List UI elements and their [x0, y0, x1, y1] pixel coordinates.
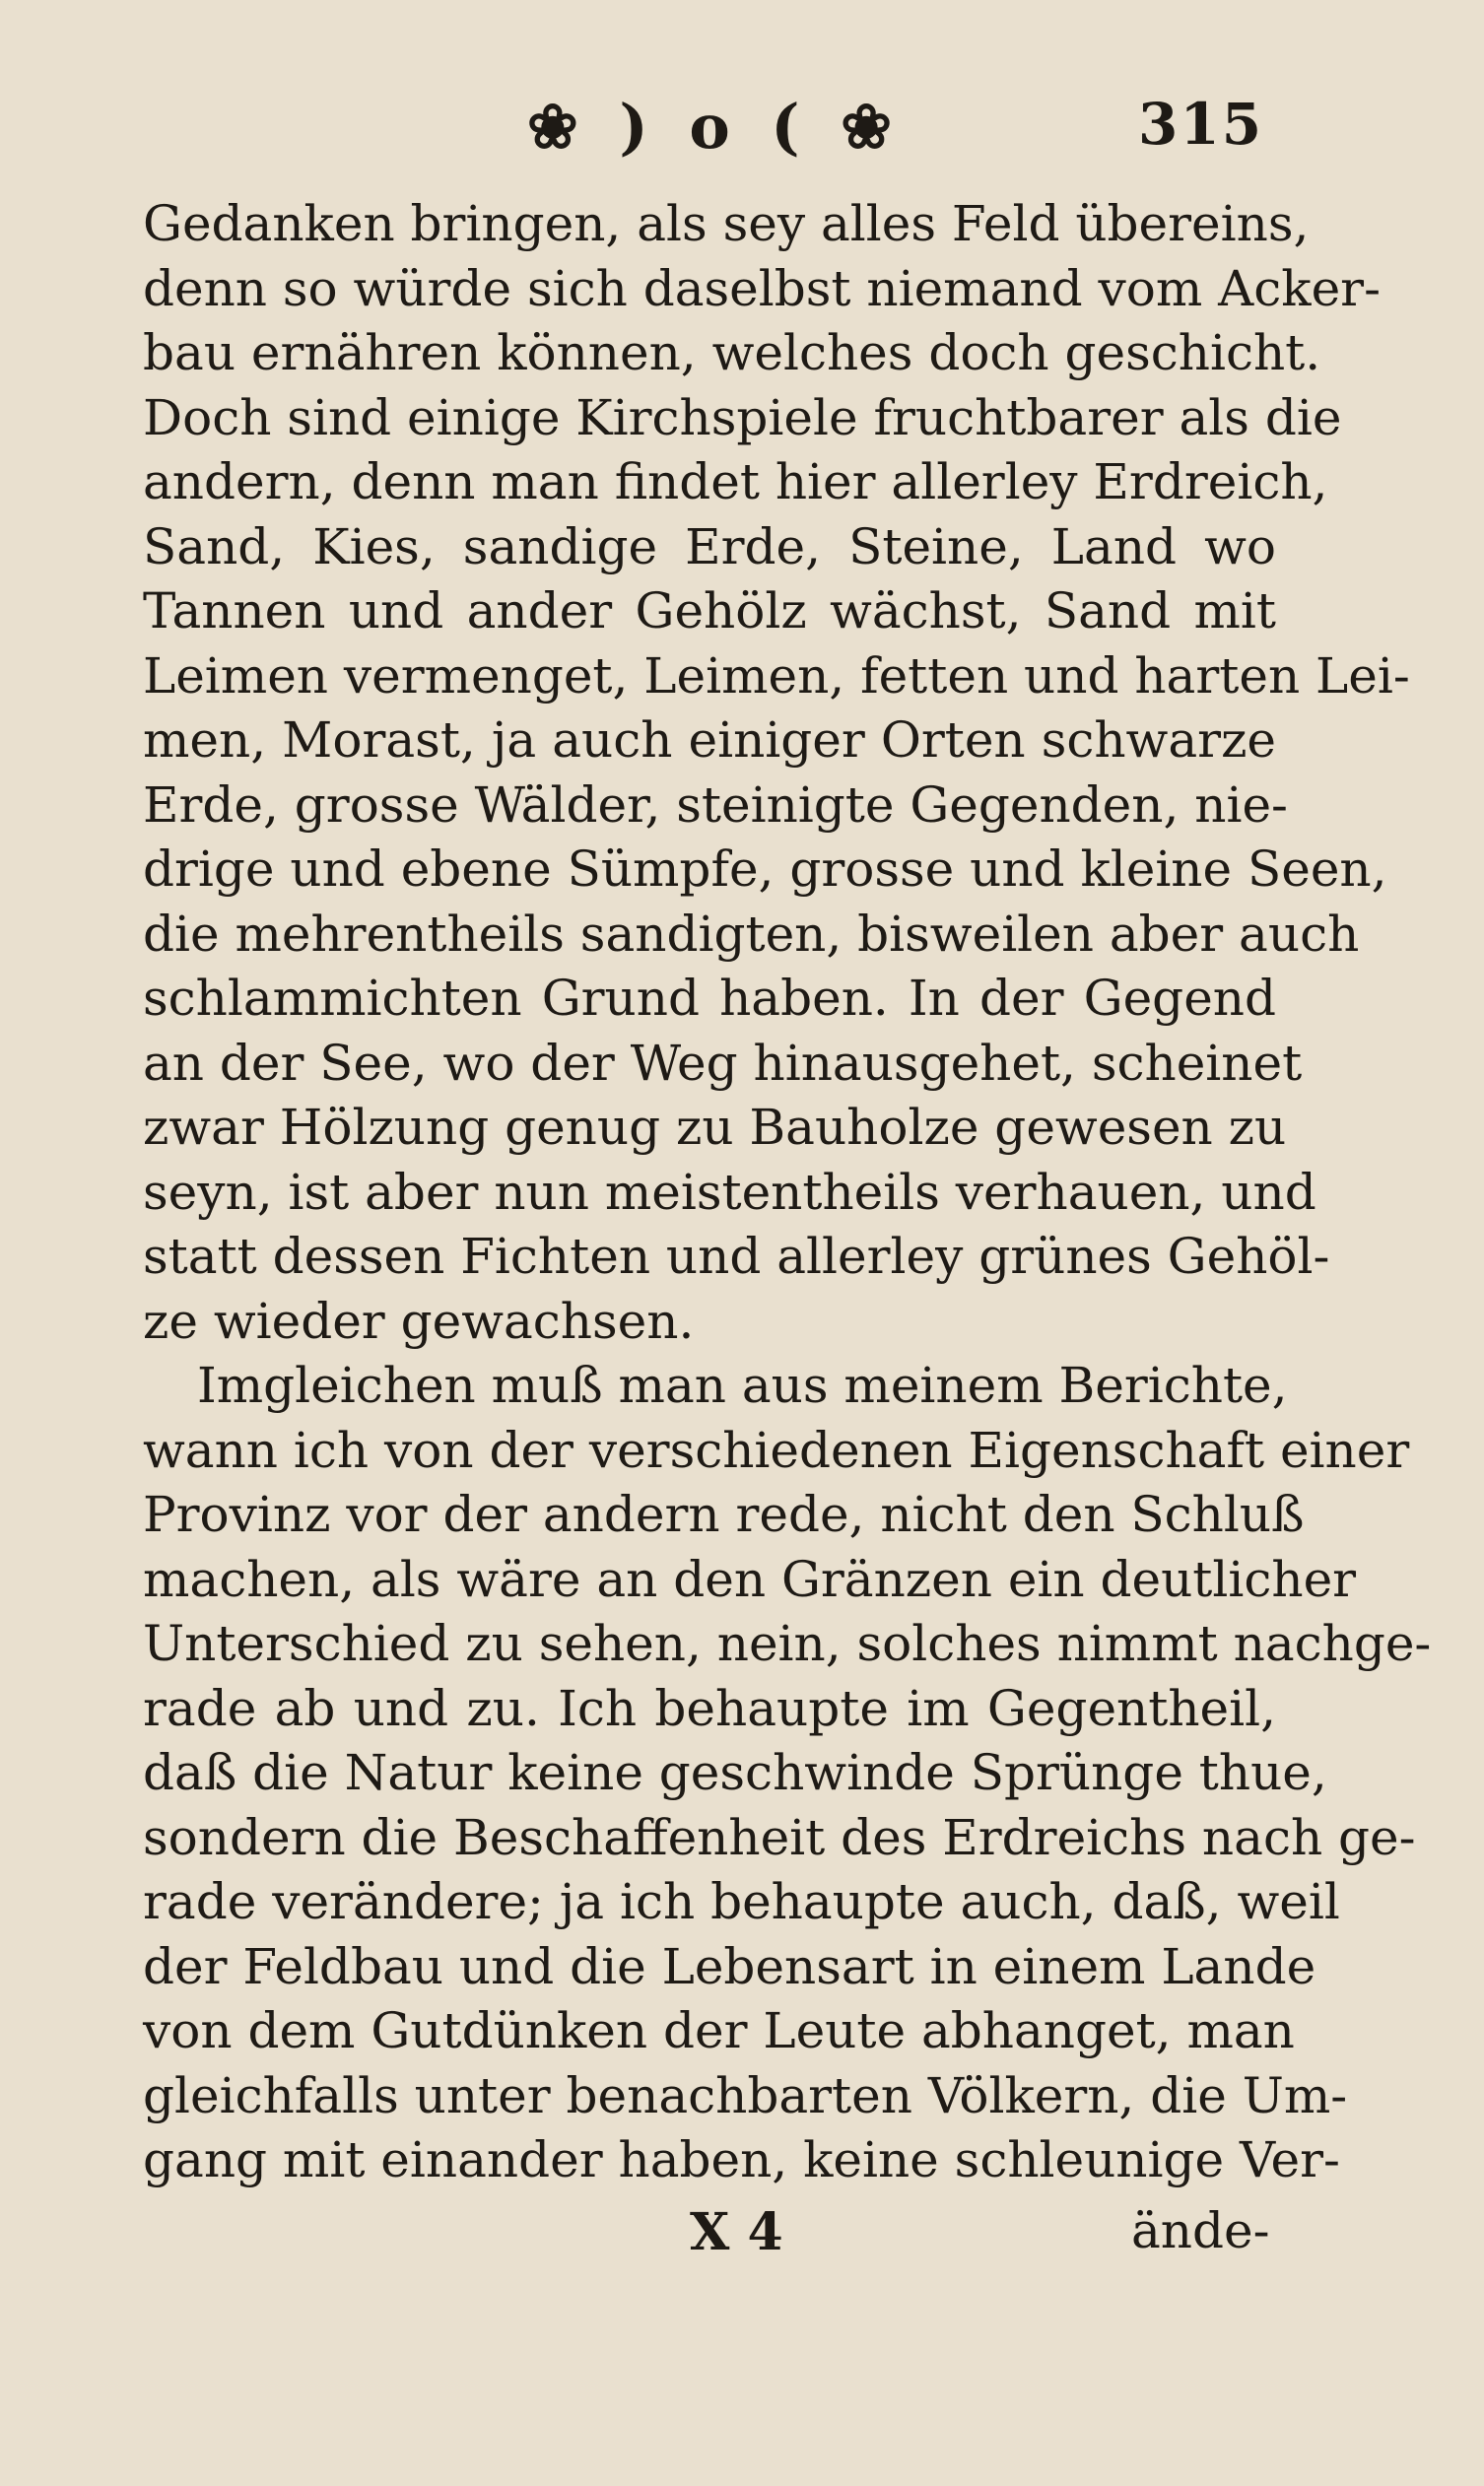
paragraph-start-line: Imgleichen muß man aus meinem Berichte,	[197, 1357, 1288, 1414]
text-line: rade verändere; ja ich behaupte auch, daß, weil	[143, 1873, 1340, 1930]
text-line: Sand, Kies, sandige Erde, Steine, Land wo	[143, 517, 1276, 575]
signature-mark: X 4	[690, 2202, 783, 2262]
text-line: Unterschied zu sehen, nein, solches nimmt nachge-	[143, 1615, 1432, 1672]
text-line: andern, denn man findet hier allerley Erdreich,	[143, 453, 1328, 510]
text-line: ze wieder gewachsen.	[143, 1292, 695, 1350]
text-line: machen, als wäre an den Gränzen ein deutlicher	[143, 1550, 1357, 1608]
text-line: seyn, ist aber nun meistentheils verhauen, und	[143, 1163, 1316, 1221]
text-line: drige und ebene Sümpfe, grosse und kleine Seen,	[143, 840, 1387, 898]
catchword: ände-	[1131, 2202, 1270, 2259]
text-line: die mehrentheils sandigten, bisweilen aber auch	[143, 905, 1360, 963]
text-line: Provinz vor der andern rede, nicht den Schluß	[143, 1486, 1305, 1543]
text-line: denn so würde sich daselbst niemand vom Acker-	[143, 259, 1381, 317]
text-line: Leimen vermenget, Leimen, fetten und harten Lei-	[143, 646, 1410, 705]
text-line: sondern die Beschaffenheit des Erdreichs nach ge-	[143, 1808, 1416, 1866]
page-header	[0, 0, 1484, 177]
text-line: bau ernähren können, welches doch geschicht.	[143, 324, 1321, 381]
text-line: zwar Hölzung genug zu Bauholze gewesen zu	[143, 1099, 1287, 1156]
text-line: statt dessen Fichten und allerley grünes Gehöl-	[143, 1228, 1330, 1285]
text-line: Tannen und ander Gehölz wächst, Sand mit	[143, 582, 1276, 639]
text-line: gleichfalls unter benachbarten Völkern, die Um-	[143, 2066, 1348, 2124]
page-number: 315	[1138, 91, 1264, 158]
text-line: Erde, grosse Wälder, steinigte Gegenden, nie-	[143, 775, 1288, 834]
body-text	[143, 192, 1432, 2193]
text-line: an der See, wo der Weg hinausgehet, scheinet	[143, 1034, 1303, 1092]
text-line: rade ab und zu. Ich behaupte im Gegentheil,	[143, 1679, 1276, 1737]
page-footer	[0, 2202, 1484, 2271]
text-line: men, Morast, ja auch einiger Orten schwarze	[143, 711, 1276, 769]
text-line: wann ich von der verschiedenen Eigenschaft einer	[143, 1421, 1410, 1479]
text-line: gang mit einander haben, keine schleunige Ver-	[143, 2131, 1340, 2188]
text-line: Doch sind einige Kirchspiele fruchtbarer als die	[143, 388, 1342, 446]
header-ornament: ❀ ) o ( ❀	[526, 91, 903, 163]
text-line: Gedanken bringen, als sey alles Feld übereins,	[143, 195, 1310, 252]
text-line: von dem Gutdünken der Leute abhanget, man	[143, 2002, 1295, 2059]
text-line: schlammichten Grund haben. In der Gegend	[143, 970, 1276, 1027]
text-line: der Feldbau und die Lebensart in einem Lande	[143, 1937, 1316, 1995]
text-line: daß die Natur keine geschwinde Sprünge thue,	[143, 1744, 1327, 1801]
